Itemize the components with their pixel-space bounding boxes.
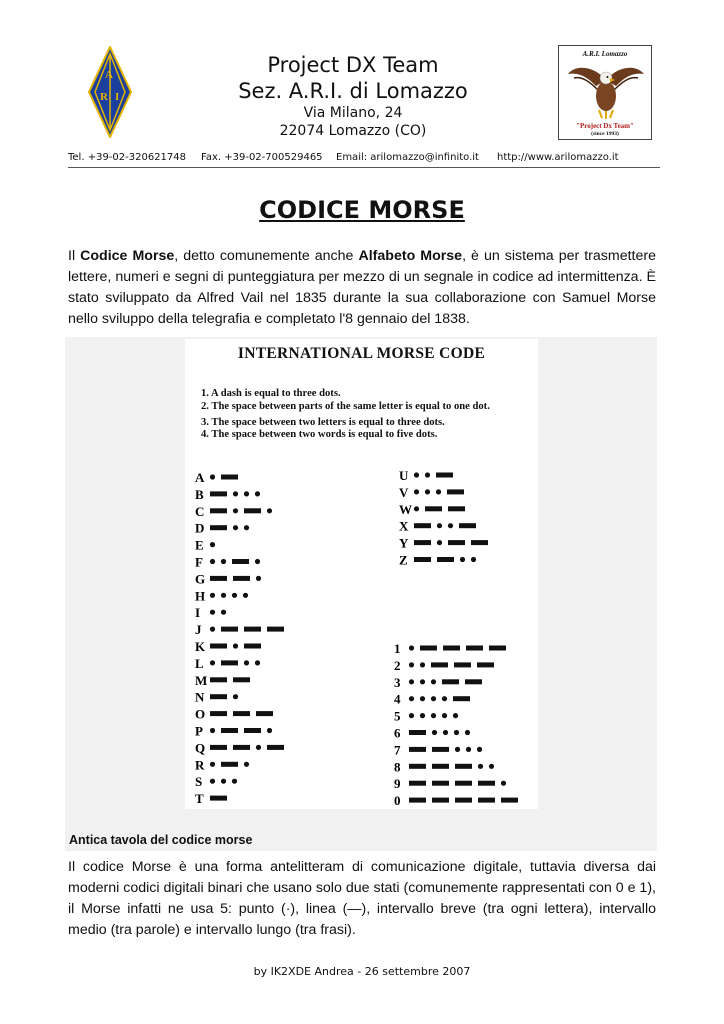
morse-char-letter-l: L (195, 655, 204, 671)
club-name: Project DX Team (267, 53, 439, 77)
logo-letter-i: I (115, 91, 120, 103)
morse-char-letter-f: F (195, 554, 203, 570)
morse-dot-letter-b-2 (244, 491, 249, 496)
morse-dash-digit-0-1 (432, 798, 449, 803)
morse-dash-letter-d-0 (210, 525, 227, 530)
morse-dash-digit-8-2 (455, 764, 472, 769)
morse-char-letter-q: Q (195, 740, 206, 756)
morse-dash-letter-q-0 (210, 745, 227, 750)
morse-dot-digit-5-2 (431, 713, 436, 718)
morse-dot-letter-v-2 (436, 489, 441, 494)
morse-dash-letter-o-1 (233, 711, 250, 716)
morse-char-letter-x: X (399, 518, 409, 534)
letterhead (190, 52, 516, 140)
morse-dot-letter-h-3 (243, 593, 248, 598)
morse-dot-letter-v-1 (425, 489, 430, 494)
morse-dot-digit-7-2 (455, 747, 460, 752)
morse-char-letter-n: N (195, 689, 205, 705)
morse-char-letter-p: P (195, 723, 203, 739)
morse-dot-digit-9-4 (501, 781, 506, 786)
morse-dot-letter-n-1 (233, 694, 238, 699)
morse-dash-letter-g-0 (210, 576, 227, 581)
morse-char-digit-3: 3 (394, 674, 401, 690)
morse-rule-2: 2. The space between parts of the same letter is equal to one dot. (201, 401, 490, 412)
morse-dash-digit-9-3 (478, 781, 495, 786)
morse-dot-letter-h-0 (210, 593, 215, 598)
morse-dash-letter-m-1 (233, 677, 250, 682)
morse-dash-digit-3-4 (465, 679, 482, 684)
morse-dot-letter-c-1 (233, 508, 238, 513)
morse-dash-letter-y-0 (414, 540, 431, 545)
morse-dot-digit-5-0 (409, 713, 414, 718)
morse-dot-digit-7-3 (466, 747, 471, 752)
morse-char-letter-d: D (195, 520, 205, 536)
morse-dot-digit-8-3 (478, 764, 483, 769)
morse-char-letter-e: E (195, 537, 204, 553)
morse-dot-letter-q-2 (256, 745, 261, 750)
morse-dot-letter-s-0 (210, 779, 215, 784)
morse-char-digit-4: 4 (394, 691, 401, 707)
address-street: Via Milano, 24 (303, 105, 403, 121)
morse-dash-letter-b-0 (210, 491, 227, 496)
morse-char-letter-h: H (195, 588, 206, 604)
morse-char-letter-s: S (195, 774, 203, 790)
club-logo-top-text: A.R.I. Lomazzo (582, 50, 628, 58)
morse-dot-letter-f-0 (210, 559, 215, 564)
morse-dot-letter-f-3 (255, 559, 260, 564)
morse-dot-digit-3-2 (431, 679, 436, 684)
morse-dash-letter-f-2 (232, 559, 249, 564)
morse-dot-letter-c-3 (267, 508, 272, 513)
morse-rule-3: 3. The space between two letters is equal to three dots. (201, 417, 445, 428)
intro-bold-alfabeto-morse: Alfabeto Morse (358, 248, 463, 264)
morse-dash-digit-3-3 (442, 679, 459, 684)
morse-char-letter-o: O (195, 706, 206, 722)
morse-table-title: INTERNATIONAL MORSE CODE (237, 345, 486, 362)
morse-dot-digit-5-1 (420, 713, 425, 718)
morse-dot-letter-r-0 (210, 762, 215, 767)
morse-dash-letter-j-2 (244, 627, 261, 632)
morse-dash-letter-c-0 (210, 508, 227, 513)
morse-dot-digit-4-2 (431, 696, 436, 701)
section-name: Sez. A.R.I. di Lomazzo (238, 79, 468, 103)
morse-dot-digit-2-1 (420, 662, 425, 667)
morse-dash-letter-z-1 (437, 557, 454, 562)
eagle-icon (566, 60, 646, 120)
morse-dash-digit-9-0 (409, 781, 426, 786)
morse-dash-digit-2-2 (431, 662, 448, 667)
contact-fax: Fax. +39-02-700529465 (201, 152, 323, 163)
morse-dash-letter-j-1 (221, 627, 238, 632)
morse-dash-letter-u-2 (436, 473, 453, 478)
morse-char-letter-k: K (195, 639, 206, 654)
morse-dot-letter-l-2 (244, 660, 249, 665)
morse-dash-letter-t-0 (210, 796, 227, 801)
morse-dash-letter-y-3 (471, 540, 488, 545)
morse-dot-letter-u-1 (425, 472, 430, 477)
morse-dot-digit-7-4 (477, 747, 482, 752)
morse-dot-letter-k-1 (233, 643, 238, 648)
morse-dash-letter-q-3 (267, 745, 284, 750)
club-logo (558, 45, 652, 140)
morse-dash-digit-7-0 (409, 747, 426, 752)
morse-dot-letter-a-0 (210, 474, 215, 479)
morse-char-letter-z: Z (399, 552, 408, 568)
morse-char-letter-w: W (399, 501, 412, 517)
morse-dot-letter-i-1 (221, 610, 226, 615)
morse-dot-digit-8-4 (489, 764, 494, 769)
morse-dot-digit-5-3 (442, 713, 447, 718)
contact-tel: Tel. +39-02-320621748 (68, 152, 187, 163)
morse-dot-letter-b-1 (233, 491, 238, 496)
morse-char-letter-u: U (399, 468, 409, 483)
morse-dot-digit-6-2 (443, 730, 448, 735)
morse-dash-letter-p-2 (244, 728, 261, 733)
morse-dot-letter-e-0 (210, 542, 215, 547)
morse-char-letter-g: G (195, 571, 206, 587)
morse-dot-letter-b-3 (255, 491, 260, 496)
morse-dot-letter-p-3 (267, 728, 272, 733)
morse-dot-letter-y-1 (437, 540, 442, 545)
morse-dash-digit-0-3 (478, 798, 495, 803)
morse-char-digit-9: 9 (394, 776, 401, 792)
morse-dot-digit-1-0 (409, 645, 414, 650)
logo-letter-r: R (100, 91, 108, 103)
intro-text-1: Il (68, 248, 81, 264)
morse-dash-letter-l-1 (221, 660, 238, 665)
morse-dot-letter-l-3 (255, 660, 260, 665)
morse-dash-letter-o-0 (210, 711, 227, 716)
morse-dash-digit-1-3 (466, 646, 483, 651)
morse-dash-letter-m-0 (210, 677, 227, 682)
morse-dash-digit-2-4 (477, 662, 494, 667)
morse-dash-letter-n-0 (210, 694, 227, 699)
morse-dash-letter-a-1 (221, 475, 238, 480)
morse-char-digit-2: 2 (394, 657, 401, 673)
morse-dot-letter-x-2 (448, 523, 453, 528)
morse-dash-digit-9-2 (455, 781, 472, 786)
morse-dot-letter-f-1 (221, 559, 226, 564)
morse-rule-4: 4. The space between two words is equal to five dots. (201, 429, 438, 440)
morse-dash-letter-c-2 (244, 508, 261, 513)
club-logo-year: (since 1993) (591, 131, 619, 137)
morse-dash-letter-x-3 (459, 523, 476, 528)
morse-dash-letter-o-2 (256, 711, 273, 716)
morse-dot-letter-u-0 (414, 472, 419, 477)
morse-dot-letter-g-2 (256, 576, 261, 581)
morse-dash-letter-k-0 (210, 644, 227, 649)
morse-char-digit-0: 0 (394, 793, 401, 809)
morse-dash-letter-g-1 (233, 576, 250, 581)
morse-char-letter-v: V (399, 484, 409, 500)
morse-char-letter-r: R (195, 757, 205, 773)
morse-dot-letter-s-1 (221, 779, 226, 784)
contact-email[interactable]: Email: arilomazzo@infinito.it (336, 152, 479, 163)
morse-dash-letter-j-3 (267, 627, 284, 632)
morse-dash-digit-0-2 (455, 798, 472, 803)
morse-dash-letter-z-0 (414, 557, 431, 562)
morse-dot-letter-r-2 (244, 762, 249, 767)
morse-dot-letter-v-0 (414, 489, 419, 494)
morse-dot-letter-d-2 (244, 525, 249, 530)
morse-dot-letter-h-1 (221, 593, 226, 598)
morse-code-table (185, 339, 538, 809)
morse-dash-digit-1-1 (420, 646, 437, 651)
morse-dash-letter-r-1 (221, 762, 238, 767)
morse-dot-digit-4-3 (442, 696, 447, 701)
morse-dash-digit-1-2 (443, 646, 460, 651)
morse-dot-letter-z-2 (460, 557, 465, 562)
morse-dot-letter-h-2 (232, 593, 237, 598)
morse-dot-digit-3-0 (409, 679, 414, 684)
morse-rule-1: 1. A dash is equal to three dots. (201, 388, 341, 399)
contact-website[interactable]: http://www.arilomazzo.it (497, 152, 619, 163)
intro-text-3: , è un sistema per trasmettere lettere, numeri e segni di punteggiatura per mezzo di un segnale in codice ad intermittenza. È stato sviluppato da Alfred Vail nel 1835 durante la sua collaborazione con Samuel Morse nello sviluppo della telegrafia e completato l'8 gennaio del 1838. (68, 248, 656, 327)
morse-dot-digit-4-0 (409, 696, 414, 701)
morse-dash-digit-6-0 (409, 730, 426, 735)
morse-dot-letter-s-2 (232, 779, 237, 784)
morse-symbols (185, 339, 538, 809)
morse-dash-digit-1-4 (489, 646, 506, 651)
logo-letter-a: A (105, 69, 113, 81)
morse-dash-digit-2-3 (454, 662, 471, 667)
morse-dot-digit-4-1 (420, 696, 425, 701)
morse-char-digit-5: 5 (394, 708, 401, 724)
morse-dash-digit-7-1 (432, 747, 449, 752)
intro-text-2: , detto comunemente anche (174, 248, 359, 264)
contact-bar (68, 151, 660, 168)
intro-paragraph (68, 246, 656, 330)
club-logo-name: "Project Dx Team" (576, 122, 634, 130)
morse-dash-letter-w-1 (425, 506, 442, 511)
morse-char-letter-t: T (195, 791, 204, 807)
morse-dot-digit-6-3 (454, 730, 459, 735)
page-title: CODICE MORSE (259, 196, 465, 224)
morse-dash-letter-p-1 (221, 728, 238, 733)
morse-dot-digit-2-0 (409, 662, 414, 667)
morse-dash-letter-x-0 (414, 523, 431, 528)
morse-dot-digit-5-4 (453, 713, 458, 718)
morse-char-digit-1: 1 (394, 641, 401, 656)
ari-logo (88, 46, 132, 138)
morse-char-digit-8: 8 (394, 759, 401, 775)
morse-dash-letter-w-2 (448, 506, 465, 511)
morse-dot-letter-i-0 (210, 610, 215, 615)
morse-char-digit-7: 7 (394, 742, 401, 758)
figure-caption: Antica tavola del codice morse (69, 833, 253, 847)
morse-char-digit-6: 6 (394, 725, 401, 741)
morse-dash-letter-v-3 (447, 489, 464, 494)
morse-char-letter-j: J (195, 622, 202, 638)
morse-dot-letter-d-1 (233, 525, 238, 530)
morse-dot-letter-p-0 (210, 728, 215, 733)
morse-char-letter-c: C (195, 503, 205, 519)
morse-dot-digit-3-1 (420, 679, 425, 684)
morse-dot-letter-x-1 (437, 523, 442, 528)
morse-char-letter-y: Y (399, 535, 409, 551)
address-city: 22074 Lomazzo (CO) (279, 123, 427, 139)
morse-dash-letter-k-2 (244, 644, 261, 649)
morse-dash-digit-8-0 (409, 764, 426, 769)
morse-dot-letter-z-3 (471, 557, 476, 562)
morse-char-letter-m: M (195, 672, 208, 688)
morse-dash-digit-0-0 (409, 798, 426, 803)
morse-dash-letter-y-2 (448, 540, 465, 545)
morse-dash-letter-q-1 (233, 745, 250, 750)
morse-dot-digit-6-4 (465, 730, 470, 735)
morse-dot-letter-w-0 (414, 506, 419, 511)
body-paragraph: Il codice Morse è una forma antelitteram di comunicazione digitale, tuttavia diversa dai moderni codici digitali binari che usano solo due stati (comunemente rappresentati con 0 e 1), il Morse infatti ne usa 5: punto (·), linea (—), intervallo breve (tra ogni lettera), intervallo medio (tra parole) e intervallo lungo (tra frasi). (68, 859, 656, 938)
intro-bold-codice-morse: Codice Morse (80, 248, 175, 264)
morse-dash-digit-8-1 (432, 764, 449, 769)
morse-dash-digit-4-4 (453, 696, 470, 701)
morse-dot-letter-l-0 (210, 660, 215, 665)
morse-char-letter-a: A (195, 470, 205, 485)
morse-dash-digit-0-4 (501, 798, 518, 803)
morse-dot-letter-j-0 (210, 627, 215, 632)
morse-dot-digit-6-1 (432, 730, 437, 735)
morse-char-letter-b: B (195, 486, 204, 502)
page-footer: by IK2XDE Andrea - 26 settembre 2007 (253, 965, 471, 978)
morse-char-letter-i: I (195, 605, 201, 621)
morse-dash-digit-9-1 (432, 781, 449, 786)
